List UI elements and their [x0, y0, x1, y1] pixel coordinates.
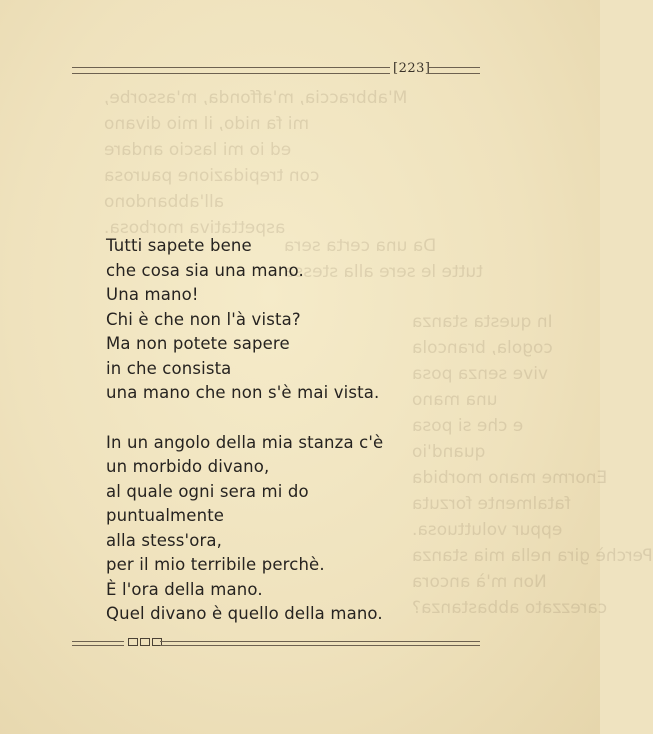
- stanza-2: [106, 431, 406, 627]
- poem-line: alla stess'ora,: [106, 530, 223, 550]
- page-footer: [72, 636, 480, 650]
- poem-line: Quel divano è quello della mano.: [106, 604, 383, 623]
- poem-text: [106, 234, 406, 627]
- poem-line: al quale ogni sera mi do: [106, 481, 309, 501]
- poem-line: un morbido divano,: [106, 457, 270, 476]
- header-rule-right: [428, 67, 480, 74]
- page-number: [223]: [393, 61, 431, 76]
- poem-line: Una mano!: [106, 285, 199, 304]
- bleed-through-texture: M'abbraccia, m'affonda, m'assorbe, mi fa nido, il mio divano ed io mi lascio andare con trepidazione paurosa all'abbandono aspettativa morbosa. Da una certa sera tutte le sere alla stessa In questa stanza cogola, brancola vive senza posa una mano e che si posa quand'io Enorme mano morbida fatalmente forzuta eppur voluttuosa. Perchè gira nella mia stanza Non m'à ancora carezzato abbastanza?: [104, 88, 653, 618]
- poem-line: Ma non potete sapere: [106, 334, 290, 353]
- footer-rule-left: [72, 641, 124, 646]
- page-header: [72, 60, 480, 80]
- poem-line: per il mio terribile perchè.: [106, 555, 325, 574]
- poem-line: in che consista: [106, 358, 232, 378]
- poem-line: puntualmente: [106, 506, 225, 525]
- poem-line: È l'ora della mano.: [106, 579, 263, 599]
- stanza-1: [106, 234, 406, 406]
- header-rule-left: [72, 67, 390, 74]
- poem-line: una mano che non s'è mai vista.: [106, 383, 380, 402]
- footer-rule-right: [160, 641, 480, 646]
- poem-line: Chi è che non l'à vista?: [106, 309, 301, 329]
- poem-line: Tutti sapete bene: [106, 236, 252, 255]
- three-squares-ornament-icon: [128, 638, 162, 647]
- poem-line: che cosa sia una mano.: [106, 260, 304, 280]
- poem-line: In un angolo della mia stanza c'è: [106, 432, 384, 452]
